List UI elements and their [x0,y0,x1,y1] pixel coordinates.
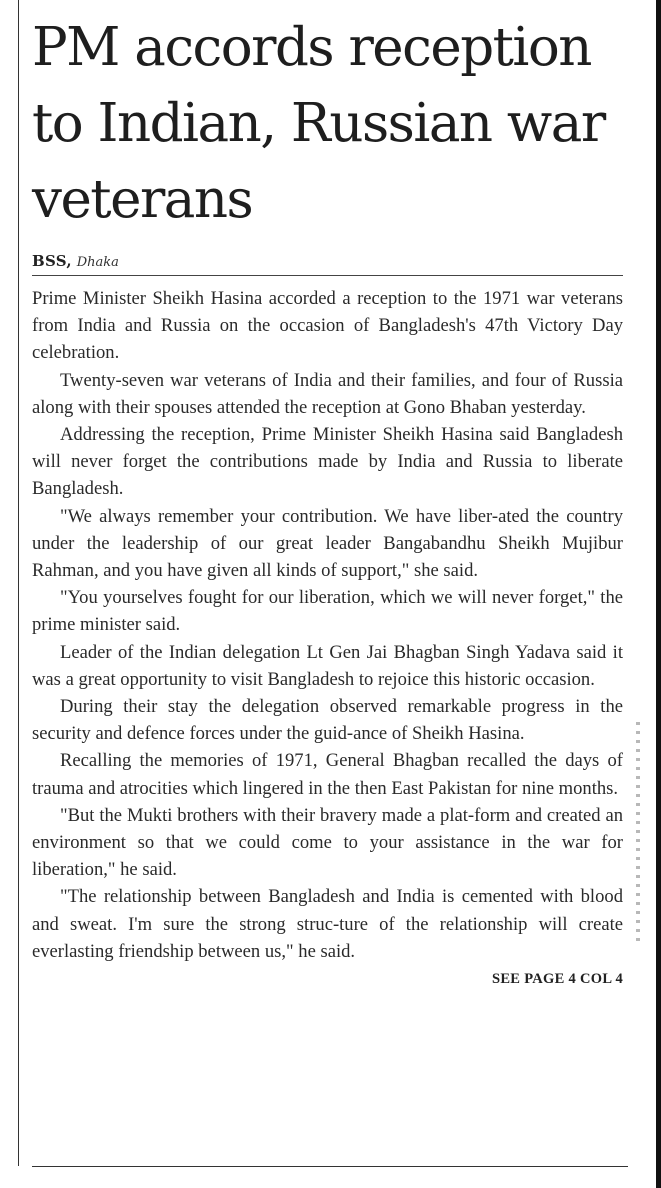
continuation-link[interactable]: SEE PAGE 4 COL 4 [491,971,623,988]
page-edge-bar [656,0,661,1188]
paragraph: During their stay the delegation observed remarkable progress in the security and defence forces under the guid-ance of Sheikh Hasina. [32,696,623,745]
paragraph: "The relationship between Bangladesh and India is cemented with blood and sweat. I'm sure the strong struc-ture of the relationship will create everlasting friendship between us," he said. [32,886,623,962]
paragraph: Recalling the memories of 1971, General Bhagban recalled the days of trauma and atrocities which lingered in the then East Pakistan for nine months. [32,750,623,799]
byline-rule [32,275,623,276]
byline [32,250,623,272]
paragraph: Prime Minister Sheikh Hasina accorded a reception to the 1971 war veterans from India and Russia on the occasion of Bangladesh's 47th Victory Day celebration. [32,288,623,364]
article [32,10,623,988]
paragraph: "But the Mukti brothers with their bravery made a plat-form and created an environment so that we could come to your assistance in the war for liberation," he said. [32,804,623,881]
article-body [32,285,623,965]
byline-city: Dhaka [76,255,119,270]
column-divider-left [18,0,19,1166]
paragraph: "You yourselves fought for our liberation, which we will never forget," the prime minister said. [32,587,623,636]
paragraph: Twenty-seven war veterans of India and their families, and four of Russia along with their spouses attended the reception at Gono Bhaban yesterday. [32,369,623,418]
byline-agency: BSS, [32,252,72,270]
paragraph: "We always remember your contribution. We have liber-ated the country under the leadership of our great leader Bangabandhu Sheikh Mujibur Rahman, and you have given all kinds of support," she said. [32,505,623,582]
paragraph: Addressing the reception, Prime Minister Sheikh Hasina said Bangladesh will never forget the contributions made by India and Russia to liberate Bangladesh. [32,424,623,500]
headline: PM accords reception to Indian, Russian war veterans [32,17,605,230]
paragraph: Leader of the Indian delegation Lt Gen Jai Bhagban Singh Yadava said it was a great opportunity to visit Bangladesh to rejoice this historic occasion. [32,641,623,690]
bottom-rule [32,1166,628,1167]
adjacent-column-fragment [636,722,640,942]
